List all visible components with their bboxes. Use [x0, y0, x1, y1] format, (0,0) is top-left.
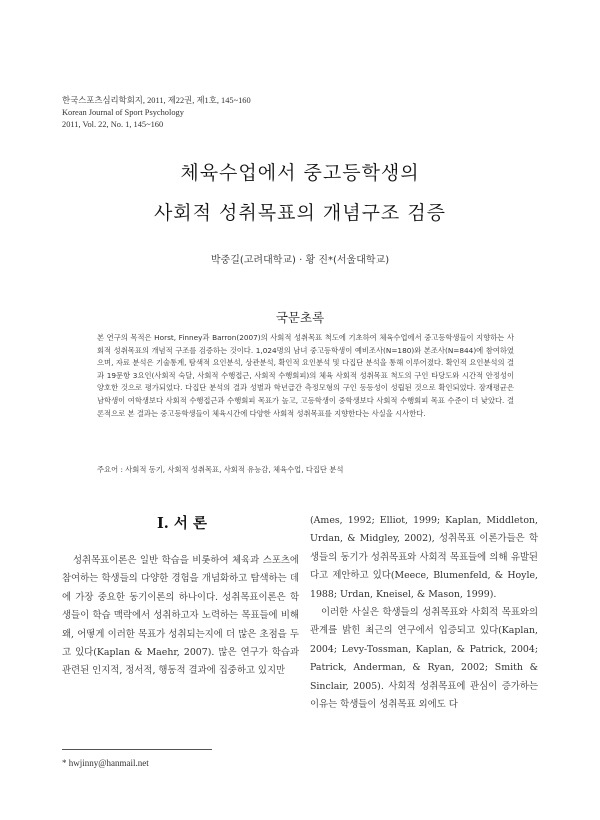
section-heading: I. 서 론: [157, 515, 207, 532]
intro-right-column-para-1: (Ames, 1992; Elliot, 1999; Kaplan, Middleton, Urdan, & Midgley, 2002), 성취목표 이론가들은 학생들의 동기가 성취목표와 사회적 목표들에 의해 유발된다고 제안하고 있다(Meece, Blumenfeld, & Hoyle, 1988; Urdan, Kneisel, & Mason, 1999).: [310, 515, 538, 600]
journal-header-line-1: 한국스포츠심리학회지, 2011, 제22권, 제1호, 145~160: [62, 96, 251, 105]
abstract-heading: 국문초록: [275, 310, 325, 325]
author-line: 박중길(고려대학교) · 황 진*(서울대학교): [210, 255, 390, 266]
footnote-email: * hwjinny@hanmail.net: [62, 758, 149, 768]
journal-header: [62, 95, 382, 131]
intro-right-column-para-2: 이러한 사실은 학생들의 성취목표와 사회적 목표와의 관계를 밝힌 최근의 연구에서 입증되고 있다(Kaplan, 2004; Levy-Tossman, Kaplan, & Patrick, 2004; Patrick, Anderman, & Ryan, 2002; Smith & Sinclair, 2005). 사회적 성취목표에 관심이 증가하는 이유는 학생들이 성취목표 외에도 다: [310, 607, 538, 711]
abstract-text: 본 연구의 목적은 Horst, Finney과 Barron(2007)의 사회적 성취목표 척도에 기초하여 체육수업에서 중고등학생들이 지향하는 사회적 성취목표의 개념적 구조를 검증하는 것이다. 1,024명의 남녀 중고등학생이 예비조사(N=180)와 본조사(N=844)에 참여하였으며, 자료 분석은 기술통계, 탐색적 요인분석, 상관분석, 확인적 요인분석 및 다집단 분석을 통해 이루어졌다. 확인적 요인분석의 결과 19문항 3요인(사회적 숙달, 사회적 수행접근, 사회적 수행회피)의 체육 사회적 성취목표 척도의 구인 타당도와 시간적 안정성이 양호한 것으로 평가되었다. 다집단 분석의 결과 성별과 학년급간 측정모형의 구인 동등성이 성립된 것으로 확인되었다. 잠재평균은 남학생이 여학생보다 사회적 수행접근과 수행회피 목표가 높고, 고등학생이 중학생보다 사회적 수행회피 목표 수준이 더 낮았다. 결론적으로 본 결과는 중고등학생들이 체육시간에 다양한 사회적 성취목표를 지향한다는 사실을 시사한다.: [97, 333, 515, 418]
paper-title-line-1: 체육수업에서 중고등학생의: [180, 162, 420, 184]
journal-header-line-2: Korean Journal of Sport Psychology: [62, 108, 184, 117]
footnote-divider: [62, 749, 212, 750]
journal-header-line-3: 2011, Vol. 22, No. 1, 145~160: [62, 120, 164, 129]
paper-title-line-2: 사회적 성취목표의 개념구조 검증: [153, 202, 447, 224]
keywords: 주요어 : 사회적 동기, 사회적 성취목표, 사회적 유능감, 체육수업, 다집단 분석: [97, 465, 344, 474]
intro-left-column: 성취목표이론은 일반 학습을 비롯하여 체육과 스포츠에 참여하는 학생들의 다양한 경험을 개념화하고 탐색하는 데에 가장 중요한 동기이론의 하나이다. 성취목표이론은 학생들이 학습 맥락에서 성취하고자 노력하는 목표들에 비해 왜, 어떻게 이러한 목표가 성취되는지에 더 많은 초점을 두고 있다(Kaplan & Maehr, 2007). 많은 연구가 학습과 관련된 인지적, 정서적, 행동적 결과에 집중하고 있지만: [62, 555, 299, 677]
